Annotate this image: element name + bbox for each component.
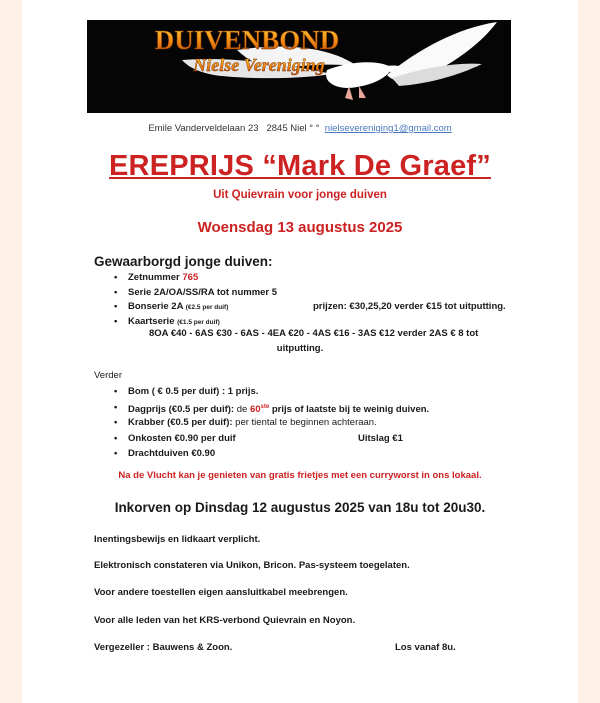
inkorven-text: Inkorven op Dinsdag 12 augustus 2025 van 18u tot 20u30. [114,500,486,515]
address-line [22,123,578,134]
kaartserie-line-1: 8OA €40 - 6AS €30 - 6AS - 4EA €20 - 4AS €16 - 3AS €12 verder 2AS € 8 tot [149,328,479,339]
dagprijs-number: 60 [249,403,261,415]
paragraph-vaccination: Inentingsbewijs en lidkaart verplicht. [94,534,261,545]
zetnummer-value: 765 [182,272,199,283]
dracht-text: Drachtduiven €0.90 [128,448,216,459]
dagprijs-text: prijs of laatste bij te weinig duiven. [271,403,430,415]
notice-text: Na de Vlucht kan je genieten van gratis frietjes met een curryworst in ons lokaal. [118,470,482,481]
krabber-text: per tiental te beginnen achteraan. [235,417,377,428]
list-item [114,300,506,315]
address-marks: ° ° [309,123,320,134]
kaartserie-price: (€1.5 per duif) [177,318,220,326]
bonserie-price: (€2.5 per duif) [185,304,229,311]
list-item [114,446,429,462]
bonserie-prizes: prijzen: €30,25,20 verder €15 tot uitputting. [313,301,506,312]
bom-text: Bom ( € 0.5 per duif) : 1 prijs. [128,386,259,397]
page-title: EREPRIJS “Mark De Graef” [109,150,491,182]
list-item [114,271,277,286]
onkosten-text: Onkosten €0.90 per duif [128,432,236,444]
list-item [114,286,277,301]
list-item [114,431,429,447]
guaranteed-heading: Gewaarborgd jonge duiven: [94,254,273,269]
city: 2845 Niel [266,123,307,134]
verder-heading: Verder [94,370,122,381]
paragraph-members: Voor alle leden van het KRS-verbond Quievrain en Noyon. [94,615,356,626]
list-item [114,384,429,400]
paragraph-electronic: Elektronisch constateren via Unikon, Bricon. Pas-systeem toegelaten. [94,560,410,571]
paragraph-companion: Vergezeller : Bauwens & Zoon. [94,642,233,653]
bonserie-label: Bonserie 2A [128,301,184,312]
street: Emile Vanderveldelaan 23 [148,123,259,134]
dagprijs-suffix: ste [260,403,270,410]
race-date: Woensdag 13 augustus 2025 [197,219,403,236]
list-item [114,415,429,431]
banner-title: DUIVENBOND [154,25,340,55]
zetnummer-label: Zetnummer [128,272,180,283]
banner [87,20,511,113]
verder-list [114,384,429,462]
list-item [114,315,277,330]
paragraph-cable: Voor andere toestellen eigen aansluitkabel meebrengen. [94,587,348,598]
dagprijs-label: Dagprijs (€0.5 per duif): [128,403,235,415]
serie-text: Serie 2A/OA/SS/RA tot nummer 5 [128,286,278,298]
dove-banner-image [87,20,511,113]
uitslag-text: Uitslag €1 [358,432,403,444]
dagprijs-de: de [236,403,248,415]
kaartserie-label: Kaartserie [128,315,175,327]
krabber-label: Krabber (€0.5 per duif): [128,417,233,428]
flyer-page [22,0,578,703]
kaartserie-line-2: uitputting. [276,343,324,354]
list-item [114,400,429,416]
page-subtitle: Uit Quievrain voor jonge duiven [213,189,387,201]
guaranteed-list [114,271,506,329]
release-time: Los vanaf 8u. [395,642,456,653]
email-link[interactable]: nielsevereniging1@gmail.com [324,123,452,134]
banner-subtitle: Nielse Vereniging [193,55,325,75]
